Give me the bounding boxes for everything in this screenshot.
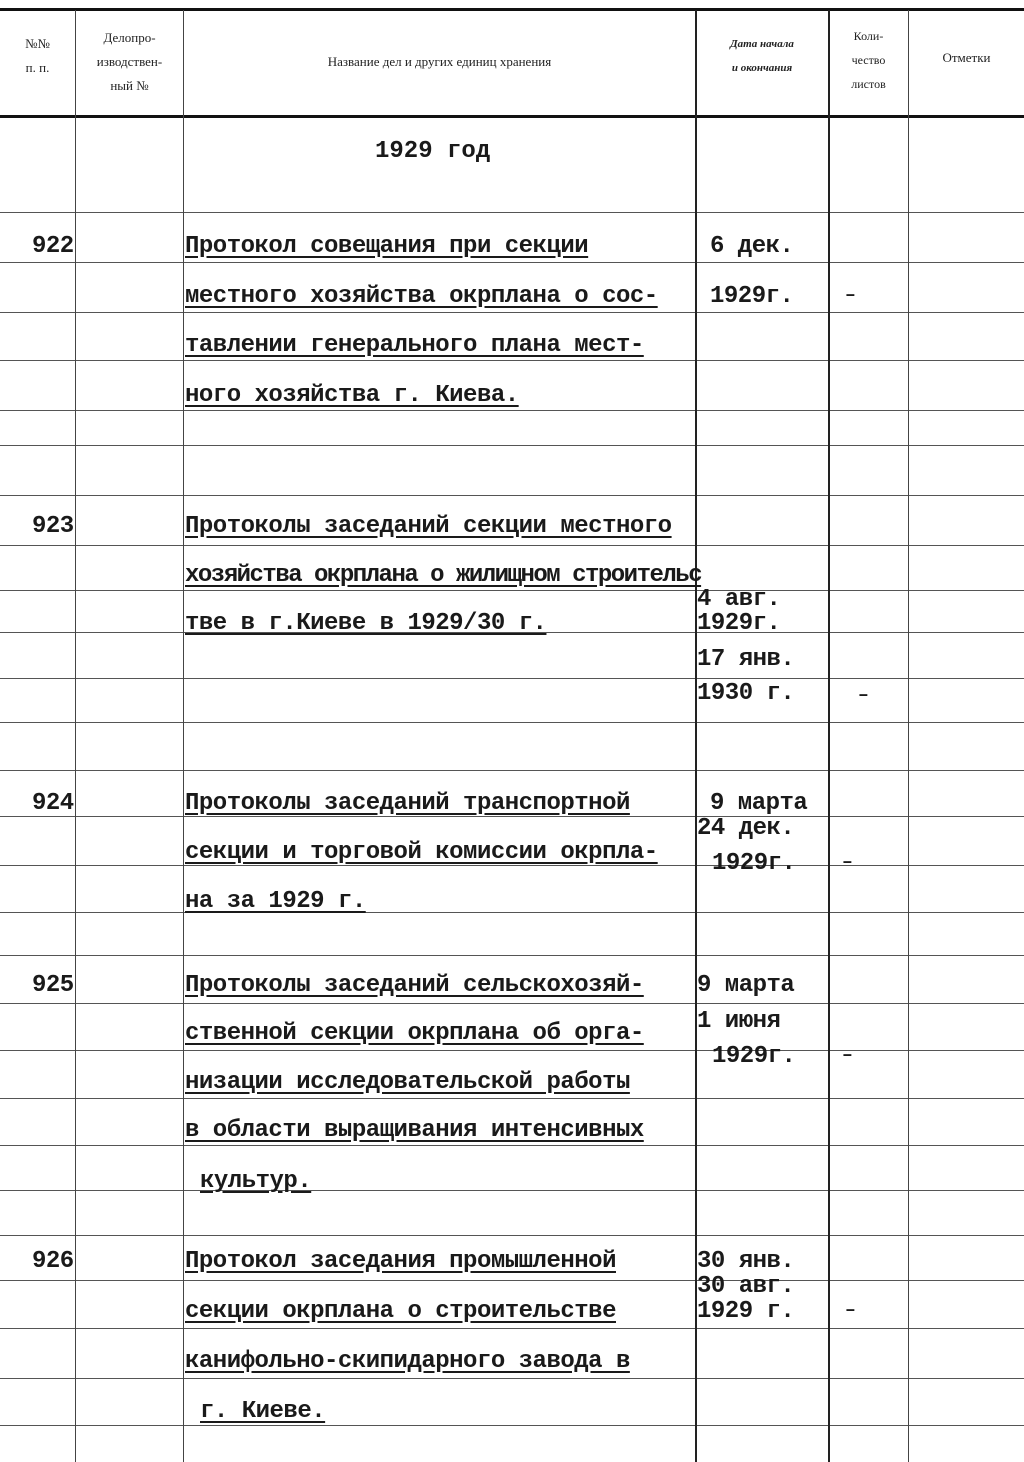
- header-office-number: Делопро- изводствен- ный №: [96, 30, 163, 93]
- entry-sheets: –: [845, 286, 856, 306]
- entry-date: 17 янв.: [697, 646, 795, 673]
- entry-date: 1929г.: [712, 1043, 796, 1070]
- entry-number: 922: [32, 233, 74, 260]
- entry-date: 9 марта: [710, 790, 808, 817]
- entry-title-line: Протоколы заседаний секции местного: [185, 513, 672, 540]
- year-heading: 1929 год: [375, 138, 491, 165]
- entry-date: 1929г.: [712, 850, 796, 877]
- entry-title-line: канифольно-скипидарного завода в: [185, 1348, 630, 1375]
- entry-title-line: секции окрплана о строительстве: [185, 1298, 616, 1325]
- entry-title-line: Протокол совещания при секции: [185, 233, 589, 260]
- entry-title-line: тве в г.Киеве в 1929/30 г.: [185, 610, 547, 637]
- entry-title-line: тавлении генерального плана мест-: [185, 332, 644, 359]
- entry-title-line: секции и торговой комиссии окрпла-: [185, 839, 658, 866]
- entry-title-line: Протокол заседания промышленной: [185, 1248, 616, 1275]
- entry-title-line: Протоколы заседаний сельскохозяй-: [185, 972, 644, 999]
- header-dates: Дата начала и окончания: [730, 38, 794, 74]
- entry-title-line: низации исследовательской работы: [185, 1069, 630, 1096]
- entry-date: 24 дек.: [697, 815, 795, 842]
- entry-date: 1 июня: [697, 1008, 781, 1035]
- entry-title-line: на за 1929 г.: [185, 888, 366, 915]
- entry-date: 1929г.: [697, 610, 781, 637]
- entry-title-line: ственной секции окрплана об орга-: [185, 1020, 644, 1047]
- entry-title-line: местного хозяйства окрплана о сос-: [185, 283, 658, 310]
- header-num: №№ п. п.: [25, 36, 50, 75]
- entry-sheets: –: [858, 686, 869, 706]
- header-rule: [0, 115, 1024, 118]
- entry-number: 925: [32, 972, 74, 999]
- entry-date: 1929 г.: [697, 1298, 795, 1325]
- entry-title-line: Протоколы заседаний транспортной: [185, 790, 630, 817]
- entry-sheets: –: [842, 853, 853, 873]
- entry-title-line: г. Киеве.: [200, 1398, 326, 1425]
- entry-title-line: ного хозяйства г. Киева.: [185, 382, 519, 409]
- header-sheets: Коли- чество листов: [851, 29, 886, 91]
- entry-date: 6 дек.: [710, 233, 794, 260]
- entry-date: 4 авг.: [697, 586, 781, 613]
- entry-date: 9 марта: [697, 972, 795, 999]
- header-title: Название дел и других единиц хранения: [327, 54, 552, 69]
- header-notes: Отметки: [942, 50, 991, 65]
- entry-number: 926: [32, 1248, 74, 1275]
- entry-number: 924: [32, 790, 74, 817]
- entry-date: 30 авг.: [697, 1273, 795, 1300]
- top-rule: [0, 8, 1024, 11]
- entry-sheets: –: [845, 1301, 856, 1321]
- entry-number: 923: [32, 513, 74, 540]
- entry-sheets: –: [842, 1046, 853, 1066]
- entry-title-line: в области выращивания интенсивных: [185, 1117, 644, 1144]
- entry-date: 1929г.: [710, 283, 794, 310]
- entry-title-line: культур.: [200, 1168, 312, 1195]
- entry-title-line: хозяйства окрплана о жилищном строительс: [185, 562, 702, 589]
- entry-date: 1930 г.: [697, 680, 795, 707]
- entry-date: 30 янв.: [697, 1248, 795, 1275]
